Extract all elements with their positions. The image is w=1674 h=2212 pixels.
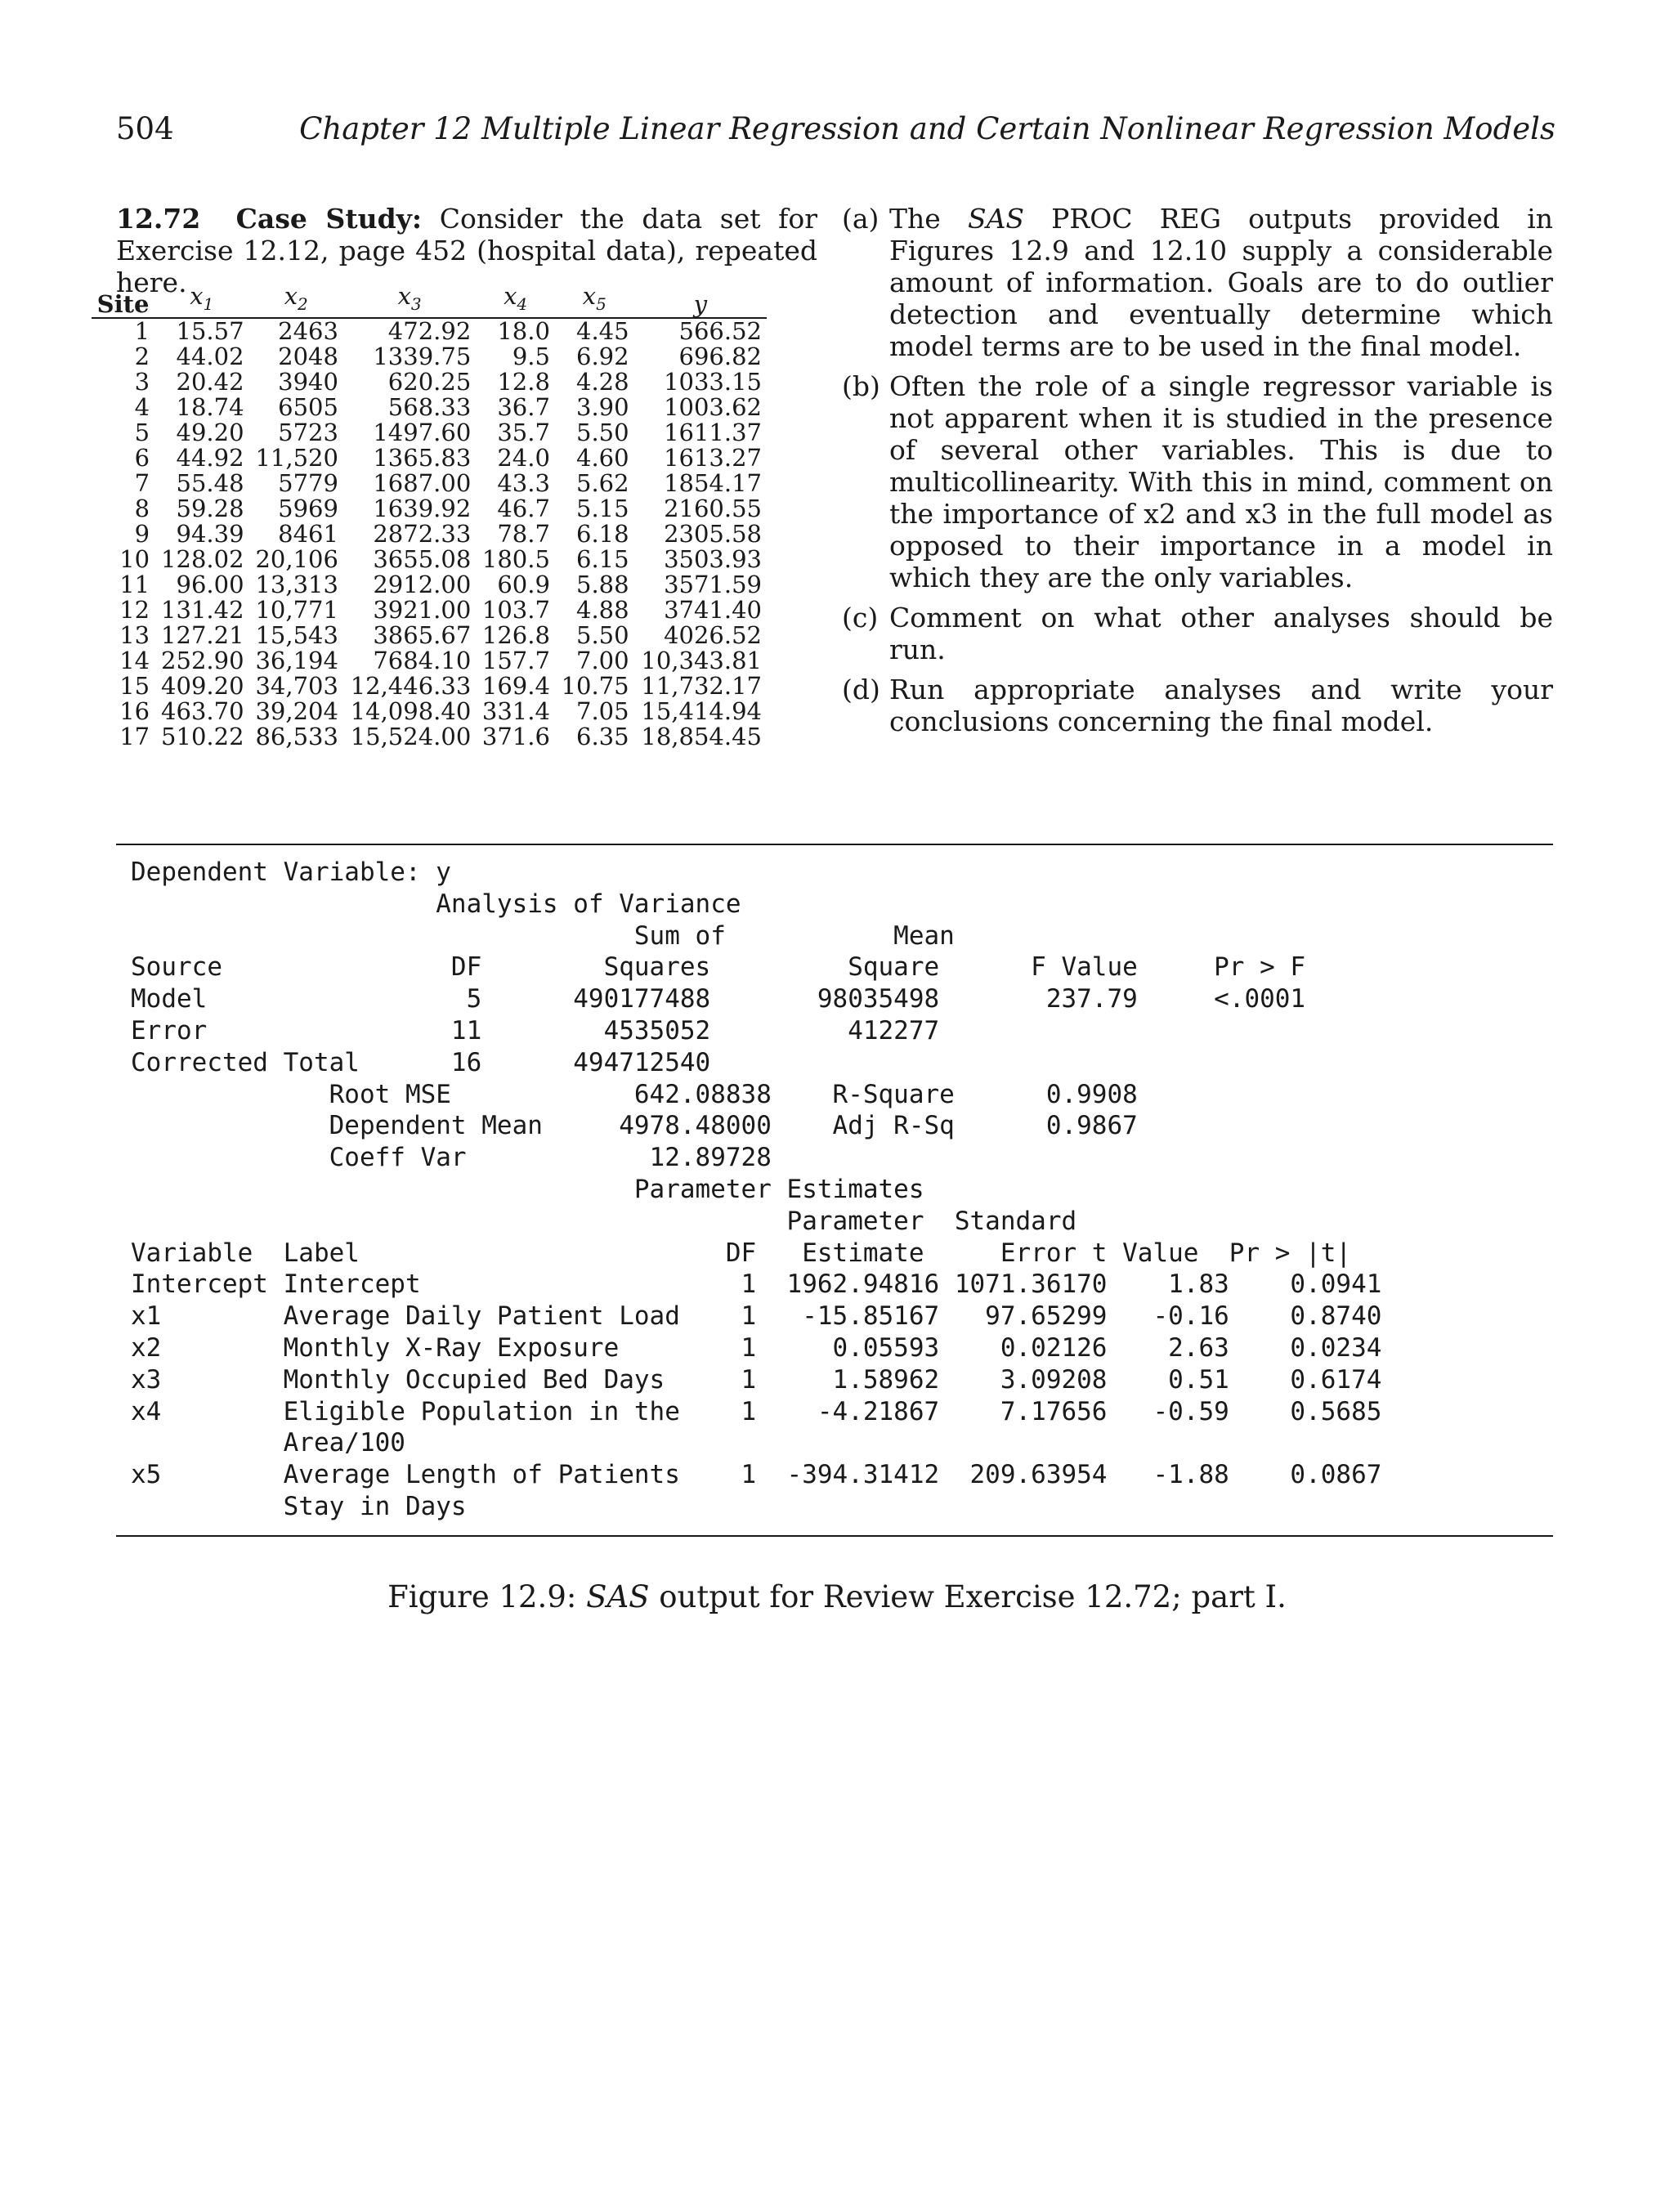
sas-output-line: Source DF Squares Square F Value Pr > F [131,952,1306,983]
sas-output-line: Analysis of Variance [131,889,741,919]
sas-output-line: Coeff Var 12.89728 [131,1143,772,1173]
table-cell-x2: 34,703 [255,671,338,700]
table-cell-x3: 1639.92 [373,494,472,522]
table-cell-x2: 2463 [278,316,338,345]
table-cell-x4: 157.7 [481,646,550,674]
table-cell-x1: 44.02 [176,342,244,370]
table-cell-x2: 20,106 [255,544,338,573]
table-row [92,724,767,750]
table-cell-y: 15,414.94 [641,696,762,725]
table-cell-x5: 5.50 [576,418,629,446]
table-cell-x4: 60.9 [497,570,550,598]
table-cell-x1: 18.74 [176,392,244,421]
table-cell-y: 3571.59 [664,570,762,598]
table-cell-x3: 3655.08 [373,544,472,573]
table-cell-x3: 3921.00 [373,595,472,624]
sas-output-line: Model 5 490177488 98035498 237.79 <.0001 [131,984,1306,1014]
table-cell-y: 1003.62 [664,392,762,421]
table-cell-site: 3 [134,367,150,396]
table-cell-x2: 3940 [278,367,338,396]
table-row [92,344,767,369]
sas-output-line: Corrected Total 16 494712540 [131,1047,711,1077]
sas-output-line: x1 Average Daily Patient Load 1 -15.85167 97.65299 -0.16 0.8740 [131,1301,1382,1332]
part-c-text: Comment on what other analyses should be run. [889,602,1553,665]
table-cell-site: 4 [134,392,150,421]
col-header-site: Site [96,289,150,318]
table-cell-x5: 5.50 [576,620,629,649]
sas-output-line: Dependent Variable: y [131,857,451,887]
table-cell-x5: 3.90 [576,392,629,421]
part-a-tag: (a) [842,203,880,235]
table-row [92,471,767,496]
table-cell-x2: 13,313 [255,570,338,598]
table-cell-x3: 2872.33 [373,519,472,548]
part-d-tag: (d) [842,674,880,705]
part-c [842,602,1553,665]
table-cell-x2: 36,194 [255,646,338,674]
table-cell-x4: 43.3 [497,468,550,497]
exercise-label: Case Study: [235,203,423,235]
part-d [842,674,1553,737]
table-cell-x4: 103.7 [481,595,550,624]
caption-suffix: output for Review Exercise 12.72; part I. [649,1579,1287,1614]
table-cell-x5: 6.15 [576,544,629,573]
figure-caption [0,1579,1674,1614]
sas-output-line: Intercept Intercept 1 1962.94816 1071.36170 1.83 0.0941 [131,1269,1382,1300]
table-cell-site: 5 [134,418,150,446]
table-cell-x2: 5723 [278,418,338,446]
table-cell-x5: 5.88 [576,570,629,598]
col-header-y: y [693,289,707,318]
table-cell-x3: 1339.75 [373,342,472,370]
table-row [92,623,767,648]
table-cell-y: 696.82 [678,342,762,370]
part-d-text: Run appropriate analyses and write your conclusions concerning the final model. [889,674,1553,737]
sas-output-line: x3 Monthly Occupied Bed Days 1 1.58962 3.09208 0.51 0.6174 [131,1364,1382,1395]
part-b [842,370,1553,593]
table-cell-x3: 15,524.00 [350,722,472,750]
table-cell-y: 4026.52 [664,620,762,649]
part-a [842,203,1553,362]
table-cell-x1: 96.00 [176,570,244,598]
table-cell-x5: 5.15 [576,494,629,522]
table-cell-x1: 59.28 [176,494,244,522]
exercise-parts [842,203,1553,746]
table-cell-site: 11 [119,570,150,598]
table-cell-x1: 127.21 [161,620,244,649]
table-cell-x1: 131.42 [161,595,244,624]
exercise-intro-text: Consider the data set for Exercise 12.12, page 452 (hospital data), repeated here. [116,203,818,298]
sas-output-line: Root MSE 642.08838 R-Square 0.9908 [131,1079,1138,1109]
col-header-x1: $x_1$ [190,282,214,314]
table-cell-x2: 39,204 [255,696,338,725]
table-cell-x1: 252.90 [161,646,244,674]
table-cell-y: 1033.15 [664,367,762,396]
table-cell-site: 12 [119,595,150,624]
table-cell-x4: 126.8 [481,620,550,649]
table-cell-x4: 169.4 [481,671,550,700]
table-cell-y: 1613.27 [664,443,762,472]
table-cell-site: 14 [119,646,150,674]
table-cell-site: 15 [119,671,150,700]
table-cell-y: 3503.93 [664,544,762,573]
table-row [92,496,767,522]
table-cell-x2: 86,533 [255,722,338,750]
sas-output-figure [116,844,1553,1537]
table-row [92,318,767,344]
table-cell-y: 1611.37 [664,418,762,446]
table-cell-y: 18,854.45 [641,722,762,750]
table-cell-x4: 18.0 [497,316,550,345]
table-cell-x2: 5969 [278,494,338,522]
table-cell-x4: 46.7 [497,494,550,522]
table-cell-site: 2 [134,342,150,370]
table-cell-x5: 6.18 [576,519,629,548]
table-cell-x5: 4.88 [576,595,629,624]
sas-output-text [131,857,1553,1523]
table-row [92,420,767,446]
sas-output-line: x4 Eligible Population in the 1 -4.21867 7.17656 -0.59 0.5685 [131,1396,1382,1426]
table-cell-site: 8 [134,494,150,522]
table-cell-y: 10,343.81 [641,646,762,674]
table-cell-x5: 10.75 [561,671,629,700]
table-cell-y: 566.52 [678,316,762,345]
table-row [92,395,767,420]
table-cell-x3: 1687.00 [373,468,472,497]
part-b-text: Often the role of a single regressor variable is not apparent when it is studied in the presence of several other variables. This is due to multicollinearity. With this in mind, comment on the importance of x2 and x3 in the full model as opposed to their importance in a model in which they are the only variables. [889,370,1553,593]
table-cell-x1: 463.70 [161,696,244,725]
table-cell-x1: 55.48 [176,468,244,497]
table-cell-x3: 1365.83 [373,443,472,472]
table-row [92,369,767,395]
caption-prefix: Figure 12.9: [387,1579,587,1614]
part-c-tag: (c) [842,602,879,634]
part-a-text-post: PROC REG outputs provided in Figures 12.9 and 12.10 supply a considerable amount of information. Goals are to do outlier detection and eventually determine which model terms are to be used in the final model. [889,203,1553,362]
col-header-x5: $x_5$ [582,282,606,314]
table-cell-x5: 4.28 [576,367,629,396]
table-cell-x1: 15.57 [176,316,244,345]
table-row [92,522,767,547]
part-b-tag: (b) [842,370,880,402]
table-row [92,446,767,471]
table-cell-x4: 12.8 [497,367,550,396]
table-cell-x3: 7684.10 [373,646,472,674]
table-cell-x2: 11,520 [255,443,338,472]
table-cell-x5: 5.62 [576,468,629,497]
table-cell-x4: 180.5 [481,544,550,573]
table-cell-x1: 49.20 [176,418,244,446]
table-cell-x2: 6505 [278,392,338,421]
table-cell-x2: 10,771 [255,595,338,624]
table-cell-x1: 510.22 [161,722,244,750]
part-a-text-pre: The [889,203,968,235]
table-row [92,648,767,674]
table-cell-x4: 331.4 [481,696,550,725]
table-cell-x4: 35.7 [497,418,550,446]
col-header-x3: $x_3$ [397,282,422,314]
sas-output-line: Dependent Mean 4978.48000 Adj R-Sq 0.9867 [131,1111,1138,1141]
exercise-number: 12.72 [116,203,201,235]
table-cell-site: 13 [119,620,150,649]
table-cell-x4: 78.7 [497,519,550,548]
table-cell-x4: 36.7 [497,392,550,421]
table-cell-x3: 620.25 [387,367,472,396]
table-cell-x2: 5779 [278,468,338,497]
table-cell-site: 7 [134,468,150,497]
col-header-x2: $x_2$ [284,282,308,314]
table-cell-x3: 14,098.40 [350,696,472,725]
table-body [92,318,767,750]
table-cell-x3: 3865.67 [373,620,472,649]
hospital-data-table [92,284,767,750]
table-cell-x1: 128.02 [161,544,244,573]
table-cell-x2: 2048 [278,342,338,370]
sas-output-line: x5 Average Length of Patients 1 -394.31412 209.63954 -1.88 0.0867 [131,1460,1382,1490]
table-cell-x3: 12,446.33 [350,671,472,700]
table-cell-x5: 4.45 [576,316,629,345]
table-cell-y: 2305.58 [664,519,762,548]
table-cell-site: 6 [134,443,150,472]
table-cell-site: 16 [119,696,150,725]
sas-output-line: Stay in Days [131,1491,467,1521]
table-cell-x3: 1497.60 [373,418,472,446]
table-cell-site: 10 [119,544,150,573]
sas-output-line: Parameter Standard [131,1206,1077,1236]
table-row [92,547,767,572]
table-cell-y: 11,732.17 [641,671,762,700]
table-cell-x5: 6.92 [576,342,629,370]
table-row [92,674,767,699]
table-cell-x5: 7.05 [576,696,629,725]
table-cell-y: 2160.55 [664,494,762,522]
chapter-title: Chapter 12 Multiple Linear Regression and Certain Nonlinear Regression Models [299,111,1555,146]
table-cell-x3: 568.33 [387,392,472,421]
table-cell-site: 1 [134,316,150,345]
table-cell-x2: 15,543 [255,620,338,649]
table-header-row [92,284,767,318]
table-cell-x4: 24.0 [497,443,550,472]
table-row [92,598,767,623]
sas-output-line: Sum of Mean [131,920,955,951]
col-header-x4: $x_4$ [504,282,528,314]
table-cell-x3: 2912.00 [373,570,472,598]
table-cell-x5: 6.35 [576,722,629,750]
sas-output-line: Variable Label DF Estimate Error t Value Pr > |t| [131,1238,1352,1268]
table-cell-x3: 472.92 [387,316,472,345]
sas-output-line: Area/100 [131,1428,405,1458]
table-cell-site: 9 [134,519,150,548]
table-cell-x1: 44.92 [176,443,244,472]
sas-output-line: Error 11 4535052 412277 [131,1015,940,1046]
table-cell-y: 3741.40 [664,595,762,624]
table-cell-x1: 94.39 [176,519,244,548]
table-cell-x1: 409.20 [161,671,244,700]
table-cell-x4: 371.6 [481,722,550,750]
table-cell-x1: 20.42 [176,367,244,396]
page-number: 504 [116,111,174,146]
table-cell-y: 1854.17 [664,468,762,497]
table-cell-x5: 4.60 [576,443,629,472]
sas-output-line: x2 Monthly X-Ray Exposure 1 0.05593 0.02126 2.63 0.0234 [131,1332,1382,1363]
table-cell-site: 17 [119,722,150,750]
part-a-sas: SAS [967,203,1025,235]
table-row [92,699,767,724]
table-cell-x4: 9.5 [512,342,550,370]
table-row [92,572,767,598]
table-cell-x2: 8461 [278,519,338,548]
table-cell-x5: 7.00 [576,646,629,674]
caption-sas: SAS [586,1579,650,1614]
sas-output-line: Parameter Estimates [131,1174,924,1204]
